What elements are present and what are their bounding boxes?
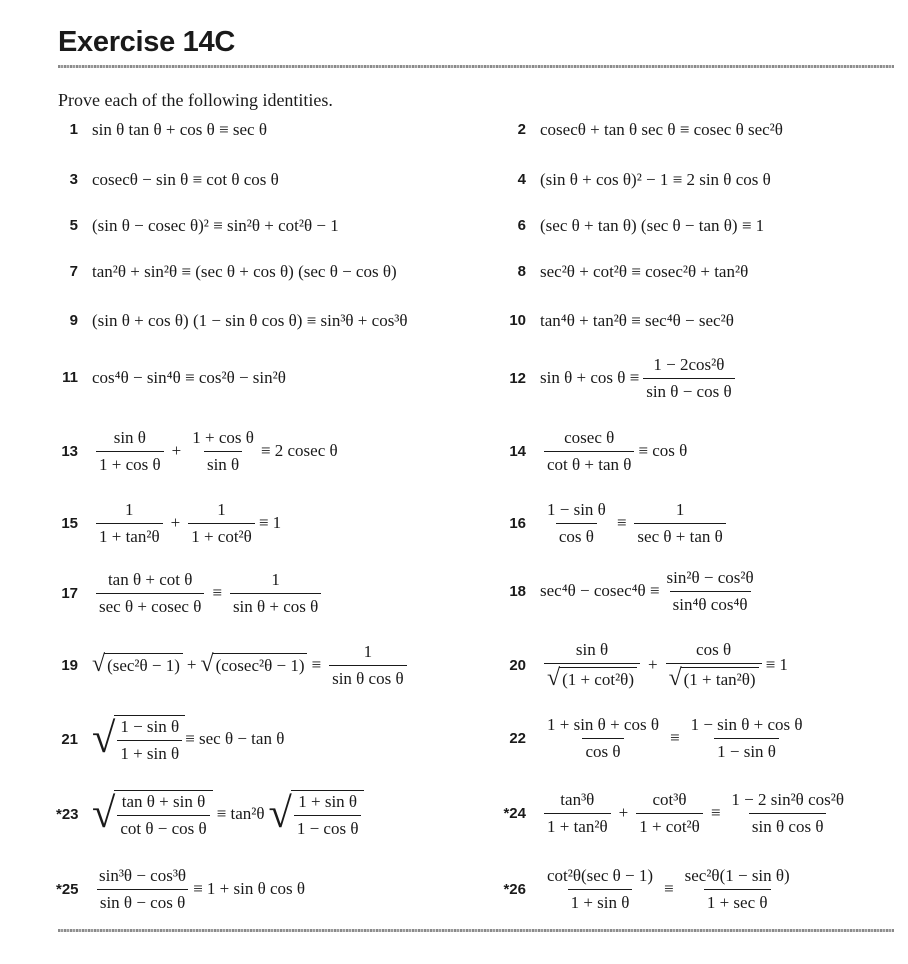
numerator: sin²θ − cos²θ xyxy=(666,568,754,587)
numerator: 1 xyxy=(217,500,226,519)
problem-number: 8 xyxy=(517,263,526,281)
problem-18 xyxy=(502,568,761,614)
equivalence-sign: ≡ xyxy=(616,513,627,533)
denominator: sec θ + cosec θ xyxy=(96,593,204,617)
problem-number: 17 xyxy=(61,584,78,602)
denominator xyxy=(666,663,762,691)
numerator: sec²θ(1 − sin θ) xyxy=(684,866,790,885)
problem-14 xyxy=(502,428,687,474)
numerator: tan θ + sin θ xyxy=(121,792,206,811)
fraction xyxy=(688,715,806,761)
problem-3 xyxy=(56,170,279,190)
problem-number: *23 xyxy=(56,805,79,823)
numerator: cot³θ xyxy=(652,790,687,809)
denominator: 1 − cos θ xyxy=(294,815,362,839)
fraction xyxy=(117,792,209,838)
problem-number: 12 xyxy=(509,369,526,387)
denominator: cot θ + tan θ xyxy=(544,451,634,475)
identity xyxy=(540,715,810,761)
denominator: 1 + cot²θ xyxy=(636,813,703,837)
problem-22 xyxy=(502,715,810,761)
title-divider xyxy=(58,65,894,68)
problem-number: 10 xyxy=(509,312,526,330)
numerator: tan³θ xyxy=(560,790,595,809)
problem-2 xyxy=(502,120,783,140)
identity xyxy=(540,355,739,401)
operator: + xyxy=(171,441,182,461)
denominator: sin θ xyxy=(204,451,242,475)
identity xyxy=(540,500,730,546)
problem-number: 22 xyxy=(509,729,526,747)
fraction xyxy=(117,717,182,763)
problem-1 xyxy=(56,120,267,140)
denominator: 1 + cot²θ xyxy=(188,523,255,547)
problem-number: 11 xyxy=(62,369,78,387)
fraction xyxy=(544,866,656,912)
denominator: sec θ + tan θ xyxy=(634,523,725,547)
problem-7 xyxy=(56,262,397,282)
problem-19 xyxy=(56,642,411,688)
identity: sin θ tan θ + cos θ ≡ sec θ xyxy=(92,120,267,139)
problem-10 xyxy=(502,311,734,331)
denominator: 1 + sec θ xyxy=(704,889,771,913)
radicand: (sec²θ − 1) xyxy=(104,653,183,677)
numerator: cosec θ xyxy=(564,428,615,447)
problem-25 xyxy=(56,866,305,912)
numerator: 1 − 2 sin²θ cos²θ xyxy=(731,790,844,809)
numerator: 1 xyxy=(271,570,280,589)
denominator xyxy=(544,663,640,691)
radical-sign: √ xyxy=(268,789,292,837)
problem-number: 18 xyxy=(509,582,526,600)
operator: + xyxy=(647,655,658,675)
problem-number: 7 xyxy=(69,263,78,281)
equivalence-sign: ≡ xyxy=(664,879,674,899)
lhs: sin θ + cos θ ≡ xyxy=(540,368,640,388)
identity xyxy=(92,790,364,838)
problem-number: 15 xyxy=(61,514,78,532)
radical-sign: √ xyxy=(92,714,116,762)
problem-number: 3 xyxy=(69,171,78,189)
identity: cosecθ − sin θ ≡ cot θ cos θ xyxy=(92,170,279,189)
identity: sec²θ + cot²θ ≡ cosec²θ + tan²θ xyxy=(540,262,749,281)
denominator: sin⁴θ cos⁴θ xyxy=(670,591,751,615)
radicand: (1 + tan²θ) xyxy=(681,667,759,691)
problem-15 xyxy=(56,500,281,546)
rhs: ≡ 1 xyxy=(258,513,282,533)
middle-term: ≡ tan²θ xyxy=(216,804,265,824)
operator: + xyxy=(618,803,629,823)
problem-number: *24 xyxy=(503,804,526,822)
equivalence-sign: ≡ xyxy=(212,583,222,603)
identity xyxy=(540,428,687,474)
equivalence-sign: ≡ xyxy=(669,728,680,748)
fraction xyxy=(636,790,703,836)
fraction xyxy=(544,790,611,836)
numerator: 1 + sin θ + cos θ xyxy=(547,715,659,734)
fraction xyxy=(329,642,407,688)
problem-number: 20 xyxy=(509,656,526,674)
radical-sign: √ xyxy=(547,664,561,691)
identity xyxy=(540,640,788,690)
numerator: 1 − 2cos²θ xyxy=(653,355,725,374)
identity xyxy=(92,715,284,763)
denominator: 1 + sin θ xyxy=(117,740,182,764)
problem-20 xyxy=(502,640,788,690)
fraction xyxy=(96,570,204,616)
problem-number: *25 xyxy=(56,880,79,898)
problem-16 xyxy=(502,500,730,546)
identity: cosecθ + tan θ sec θ ≡ cosec θ sec²θ xyxy=(540,120,783,139)
numerator: cos θ xyxy=(696,640,732,659)
problem-8 xyxy=(502,262,748,282)
problem-24 xyxy=(502,790,851,836)
problem-17 xyxy=(56,570,325,616)
identity: (sin θ − cosec θ)² ≡ sin²θ + cot²θ − 1 xyxy=(92,216,339,235)
square-root xyxy=(547,664,637,691)
square-root xyxy=(269,790,365,838)
denominator: sin θ − cos θ xyxy=(97,889,188,913)
square-root xyxy=(201,653,308,677)
identity: cos⁴θ − sin⁴θ ≡ cos²θ − sin²θ xyxy=(92,368,286,387)
problem-5 xyxy=(56,216,339,236)
rhs: ≡ cos θ xyxy=(638,441,688,461)
denominator: cos θ xyxy=(556,523,597,547)
fraction xyxy=(96,866,189,912)
problem-number: 13 xyxy=(61,442,78,460)
radicand: (cosec²θ − 1) xyxy=(213,653,308,677)
identity xyxy=(92,570,325,616)
numerator: sin θ xyxy=(113,428,146,447)
problem-number: 5 xyxy=(69,217,78,235)
numerator: 1 + sin θ xyxy=(298,792,358,811)
identity: (sec θ + tan θ) (sec θ − tan θ) ≡ 1 xyxy=(540,216,765,235)
denominator: sin θ + cos θ xyxy=(230,593,321,617)
numerator: 1 xyxy=(125,500,134,519)
identity xyxy=(540,790,851,836)
denominator: 1 − sin θ xyxy=(714,738,779,762)
fraction xyxy=(544,500,609,546)
numerator: cot²θ(sec θ − 1) xyxy=(547,866,654,885)
problem-number: 14 xyxy=(509,442,526,460)
problem-26 xyxy=(502,866,797,912)
denominator: 1 + tan²θ xyxy=(544,813,611,837)
denominator: sin θ cos θ xyxy=(329,665,407,689)
problem-9 xyxy=(56,311,408,331)
rhs: ≡ sec θ − tan θ xyxy=(185,729,285,749)
denominator: 1 + sin θ xyxy=(568,889,633,913)
radicand: (1 + cot²θ) xyxy=(559,667,637,691)
numerator: 1 − sin θ xyxy=(120,717,180,736)
problem-number: 2 xyxy=(517,121,526,139)
denominator: sin θ cos θ xyxy=(749,813,827,837)
numerator: sin θ xyxy=(575,640,609,659)
exercise-title: Exercise 14C xyxy=(58,26,235,58)
problem-number: 4 xyxy=(517,171,526,189)
fraction xyxy=(634,500,725,546)
problem-number: 16 xyxy=(509,514,526,532)
problem-number: 21 xyxy=(61,730,78,748)
fraction xyxy=(188,500,255,546)
denominator: 1 + tan²θ xyxy=(96,523,163,547)
identity xyxy=(92,866,305,912)
numerator: 1 xyxy=(675,500,685,519)
square-root xyxy=(92,790,213,838)
equivalence-sign: ≡ xyxy=(311,655,322,675)
radical-sign: √ xyxy=(92,789,116,837)
denominator: cos θ xyxy=(582,738,623,762)
rhs: ≡ 1 + sin θ cos θ xyxy=(193,879,306,899)
square-root xyxy=(92,715,185,763)
fraction xyxy=(96,428,164,474)
fraction xyxy=(728,790,847,836)
numerator: sin³θ − cos³θ xyxy=(99,866,187,885)
fraction xyxy=(544,428,634,474)
identity xyxy=(540,866,797,912)
numerator: 1 − sin θ xyxy=(547,500,606,519)
denominator: sin θ − cos θ xyxy=(643,378,734,402)
problem-12 xyxy=(502,355,739,401)
identity xyxy=(92,642,411,688)
radical-sign: √ xyxy=(200,651,214,678)
fraction xyxy=(230,570,321,616)
denominator: 1 + cos θ xyxy=(96,451,164,475)
fraction xyxy=(294,792,362,838)
rhs: ≡ 1 xyxy=(765,655,788,675)
operator: + xyxy=(186,655,197,675)
instruction-text: Prove each of the following identities. xyxy=(58,90,333,110)
denominator: cot θ − cos θ xyxy=(117,815,209,839)
problem-number: 1 xyxy=(69,121,78,139)
identity xyxy=(92,428,338,474)
fraction xyxy=(643,355,734,401)
numerator: 1 xyxy=(363,642,373,661)
fraction xyxy=(96,500,163,546)
identity: tan⁴θ + tan²θ ≡ sec⁴θ − sec²θ xyxy=(540,311,734,330)
fraction xyxy=(544,640,640,690)
lhs: sec⁴θ − cosec⁴θ ≡ xyxy=(540,581,660,601)
problem-6 xyxy=(502,216,764,236)
operator: + xyxy=(170,513,181,533)
fraction xyxy=(682,866,793,912)
radical-sign: √ xyxy=(92,651,106,678)
problem-number: 19 xyxy=(61,656,78,674)
problem-number: 6 xyxy=(517,217,526,235)
equivalence-sign: ≡ xyxy=(710,803,721,823)
square-root xyxy=(668,664,759,691)
problem-21 xyxy=(56,715,284,763)
identity: tan²θ + sin²θ ≡ (sec θ + cos θ) (sec θ − cos θ) xyxy=(92,262,397,281)
fraction xyxy=(666,640,762,690)
fraction xyxy=(189,428,257,474)
fraction xyxy=(544,715,662,761)
radicand xyxy=(114,790,212,838)
identity: (sin θ + cos θ) (1 − sin θ cos θ) ≡ sin³θ + cos³θ xyxy=(92,311,408,330)
problem-11 xyxy=(56,368,286,388)
problem-4 xyxy=(502,170,771,190)
problem-23 xyxy=(56,790,364,838)
numerator: tan θ + cot θ xyxy=(107,570,193,589)
rhs: ≡ 2 cosec θ xyxy=(260,441,338,461)
identity xyxy=(540,568,761,614)
square-root xyxy=(92,653,183,677)
fraction xyxy=(664,568,757,614)
problem-number: *26 xyxy=(503,880,526,898)
radicand xyxy=(114,715,185,763)
numerator: 1 + cos θ xyxy=(192,428,254,447)
bottom-divider xyxy=(58,929,894,932)
radicand xyxy=(291,790,365,838)
identity xyxy=(92,500,281,546)
problem-number: 9 xyxy=(69,312,78,330)
problem-13 xyxy=(56,428,338,474)
numerator: 1 − sin θ + cos θ xyxy=(690,715,803,734)
identity: (sin θ + cos θ)² − 1 ≡ 2 sin θ cos θ xyxy=(540,170,771,189)
radical-sign: √ xyxy=(668,664,682,691)
